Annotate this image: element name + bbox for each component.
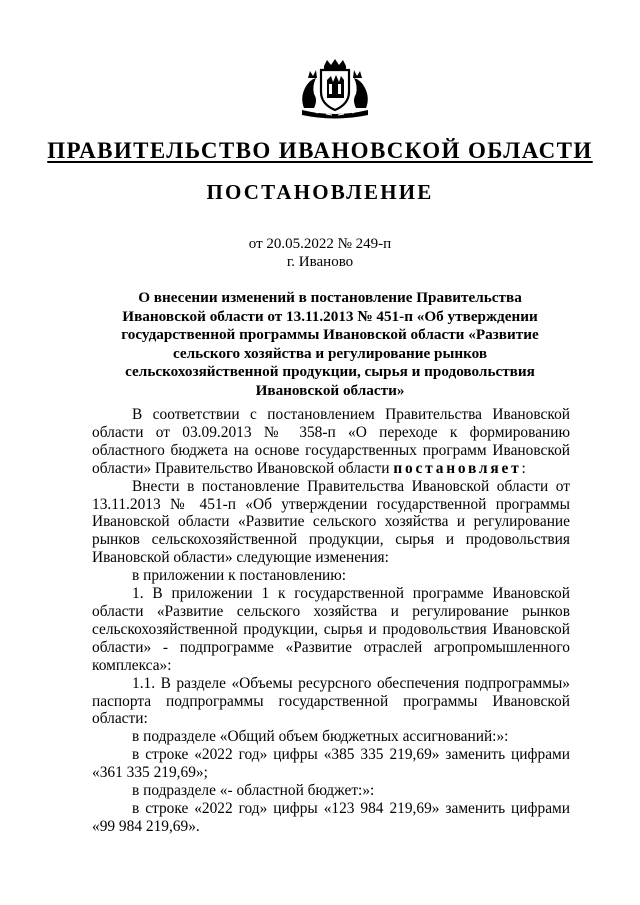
paragraph: Внести в постановление Правительства Ивановской области от 13.11.2013 № 451-п «Об утверждении государственной программы Ивановской области «Развитие сельского хозяйства и регулирование рынков сельскохозяйственной продукции, сырья и продовольствия Ивановской области» следующие изменения: (92, 477, 570, 567)
paragraph: в подразделе «- областной бюджет:»: (132, 782, 375, 800)
paragraph-preamble: В соответствии с постановлением Правительства Ивановской области от 03.09.2013 № 358-п «О переходе к формированию областного бюджета на основе государственных программ Ивановской области» Правительство Ивановской области постановляет: (92, 406, 570, 477)
paragraph: в подразделе «Общий объем бюджетных ассигнований:»: (132, 728, 509, 746)
document-meta (0, 235, 640, 271)
document-title: О внесении изменений в постановление Правительства Ивановской области от 13.11.2013 № 451-п «Об утверждении государственной программы Ивановской области «Развитие сельского хозяйства и регулирование рынков сельскохозяйственной продукции, сырья и продовольствия Ивановской области» (121, 289, 539, 399)
coat-of-arms-icon (296, 58, 374, 120)
government-name: ПРАВИТЕЛЬСТВО ИВАНОВСКОЙ ОБЛАСТИ (47, 138, 593, 163)
resolves-word: постановляет (393, 459, 522, 477)
paragraph: в приложении к постановлению: (132, 567, 347, 585)
city: г. Иваново (286, 254, 354, 270)
paragraph: в строке «2022 год» цифры «385 335 219,69» заменить цифрами «361 335 219,69»; (92, 746, 570, 782)
paragraph: в строке «2022 год» цифры «123 984 219,69» заменить цифрами «99 984 219,69». (92, 799, 570, 835)
document-type: ПОСТАНОВЛЕНИЕ (206, 180, 434, 204)
date-number: от 20.05.2022 № 249-п (248, 236, 392, 252)
paragraph: 1. В приложении 1 к государственной программе Ивановской области «Развитие сельского хозяйства и регулирование рынков сельскохозяйственной продукции, сырья и продовольствия Ивановской области» - подпрограмме «Развитие отраслей агропромышленного комплекса»: (92, 585, 570, 674)
document-body (92, 406, 570, 836)
paragraph: 1.1. В разделе «Объемы ресурсного обеспечения подпрограммы» паспорта подпрограммы государственной программы Ивановской области: (92, 674, 570, 728)
